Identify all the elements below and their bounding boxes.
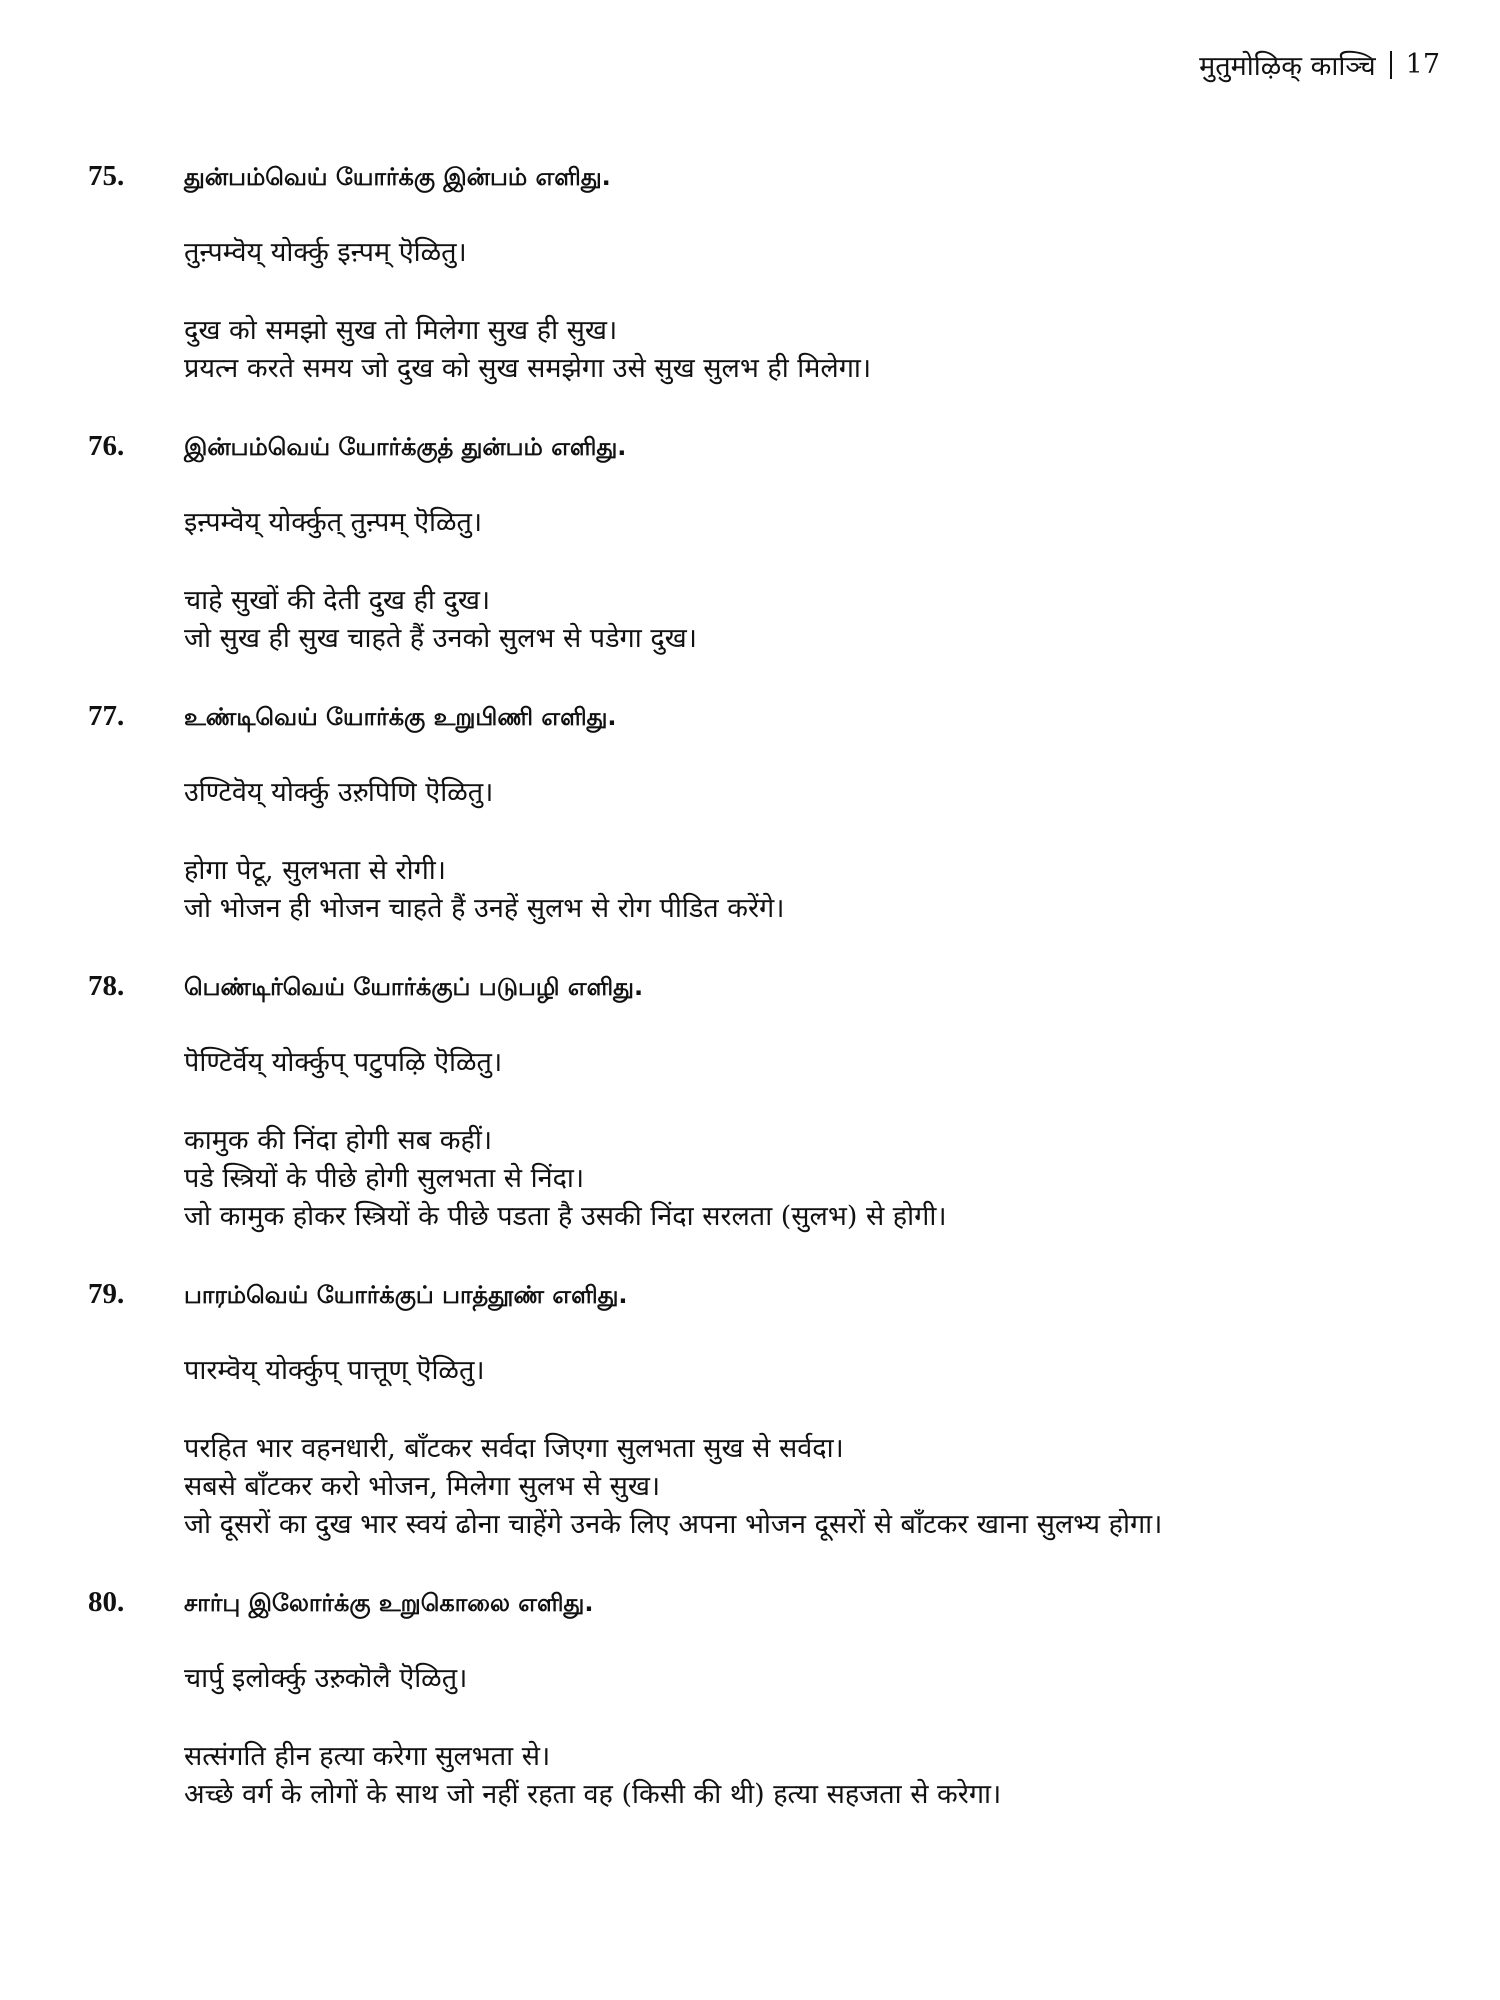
verse-number: 78.: [88, 970, 125, 1002]
meaning-line: सबसे बाँटकर करो भोजन, मिलेगा सुलभ से सुख।: [184, 1471, 661, 1502]
verse-body: [184, 1660, 1438, 1814]
tamil-verse: பெண்டிர்வெய் யோர்க்குப் படுபழி எளிது.: [184, 973, 644, 1001]
verse-heading: [88, 430, 1438, 468]
verse-entry-78: [88, 970, 1438, 1236]
meaning-line: प्रयत्न करते समय जो दुख को सुख समझेगा उसे सुख सुलभ ही मिलेगा।: [184, 353, 872, 384]
verse-heading: [88, 160, 1438, 198]
hindi-meaning: [184, 312, 1438, 388]
verse-heading: [88, 1278, 1438, 1316]
header-divider: [1390, 51, 1392, 79]
meaning-line: कामुक की निंदा होगी सब कहीं।: [184, 1125, 493, 1156]
transliteration: इऩ्पम्वॆय् योर्क्कुत् तुऩ्पम् ऎळितु।: [184, 507, 483, 538]
verse-number: 80.: [88, 1586, 125, 1618]
tamil-verse: பாரம்வெய் யோர்க்குப் பாத்தூண் எளிது.: [184, 1281, 628, 1309]
verse-entry-75: [88, 160, 1438, 388]
transliteration: उण्टिवॆय् योर्क्कु उऱुपिणि ऎळितु।: [184, 777, 494, 808]
verse-entry-79: [88, 1278, 1438, 1544]
meaning-line: चाहे सुखों की देती दुख ही दुख।: [184, 585, 491, 616]
verse-body: [184, 504, 1438, 658]
verse-number: 75.: [88, 160, 125, 192]
verse-number: 79.: [88, 1278, 125, 1310]
running-header: [1199, 46, 1440, 83]
verse-entry-77: [88, 700, 1438, 928]
transliteration: पारम्वॆय् योर्क्कुप् पात्तूण् ऎळितु।: [184, 1355, 485, 1386]
tamil-verse: சார்பு இலோர்க்கு உறுகொலை எளிது.: [184, 1589, 594, 1617]
hindi-meaning: [184, 1738, 1438, 1814]
verse-entry-76: [88, 430, 1438, 658]
meaning-line: जो कामुक होकर स्त्रियों के पीछे पडता है उसकी निंदा सरलता (सुलभ) से होगी।: [184, 1201, 947, 1232]
verse-list: [88, 160, 1438, 1856]
transliteration: पॆण्टिर्वॆय् योर्क्कुप् पटुपऴि ऎळितु।: [184, 1047, 503, 1078]
running-header-title: मुतुमोऴिक् काञ्चि: [1199, 51, 1376, 82]
meaning-line: परहित भार वहनधारी, बाँटकर सर्वदा जिएगा सुलभता सुख से सर्वदा।: [184, 1433, 844, 1464]
meaning-line: जो भोजन ही भोजन चाहते हैं उनहें सुलभ से रोग पीडित करेंगे।: [184, 893, 785, 924]
page-number: 17: [1405, 49, 1440, 80]
verse-body: [184, 234, 1438, 388]
hindi-meaning: [184, 852, 1438, 928]
verse-entry-80: [88, 1586, 1438, 1814]
verse-heading: [88, 700, 1438, 738]
meaning-line: अच्छे वर्ग के लोगों के साथ जो नहीं रहता वह (किसी की थी) हत्या सहजता से करेगा।: [184, 1779, 1002, 1810]
hindi-meaning: [184, 1122, 1438, 1236]
tamil-verse: இன்பம்வெய் யோர்க்குத் துன்பம் எளிது.: [184, 433, 627, 461]
verse-body: [184, 1044, 1438, 1236]
meaning-line: सत्संगति हीन हत्या करेगा सुलभता से।: [184, 1741, 551, 1772]
tamil-verse: துன்பம்வெய் யோர்க்கு இன்பம் எளிது.: [184, 163, 611, 191]
meaning-line: जो सुख ही सुख चाहते हैं उनको सुलभ से पडेगा दुख।: [184, 623, 697, 654]
hindi-meaning: [184, 1430, 1438, 1544]
verse-body: [184, 774, 1438, 928]
verse-number: 76.: [88, 430, 125, 462]
meaning-line: दुख को समझो सुख तो मिलेगा सुख ही सुख।: [184, 315, 618, 346]
verse-number: 77.: [88, 700, 125, 732]
transliteration: चार्पु इलोर्क्कु उऱुकॊलै ऎळितु।: [184, 1663, 468, 1694]
transliteration: तुऩ्पम्वॆय् योर्क्कु इऩ्पम् ऎळितु।: [184, 237, 467, 268]
verse-body: [184, 1352, 1438, 1544]
meaning-line: जो दूसरों का दुख भार स्वयं ढोना चाहेंगे उनके लिए अपना भोजन दूसरों से बाँटकर खाना सुलभ्य होगा।: [184, 1509, 1163, 1540]
meaning-line: होगा पेटू, सुलभता से रोगी।: [184, 855, 447, 886]
hindi-meaning: [184, 582, 1438, 658]
meaning-line: पडे स्त्रियों के पीछे होगी सुलभता से निंदा।: [184, 1163, 585, 1194]
tamil-verse: உண்டிவெய் யோர்க்கு உறுபிணி எளிது.: [184, 703, 617, 731]
verse-heading: [88, 1586, 1438, 1624]
verse-heading: [88, 970, 1438, 1008]
